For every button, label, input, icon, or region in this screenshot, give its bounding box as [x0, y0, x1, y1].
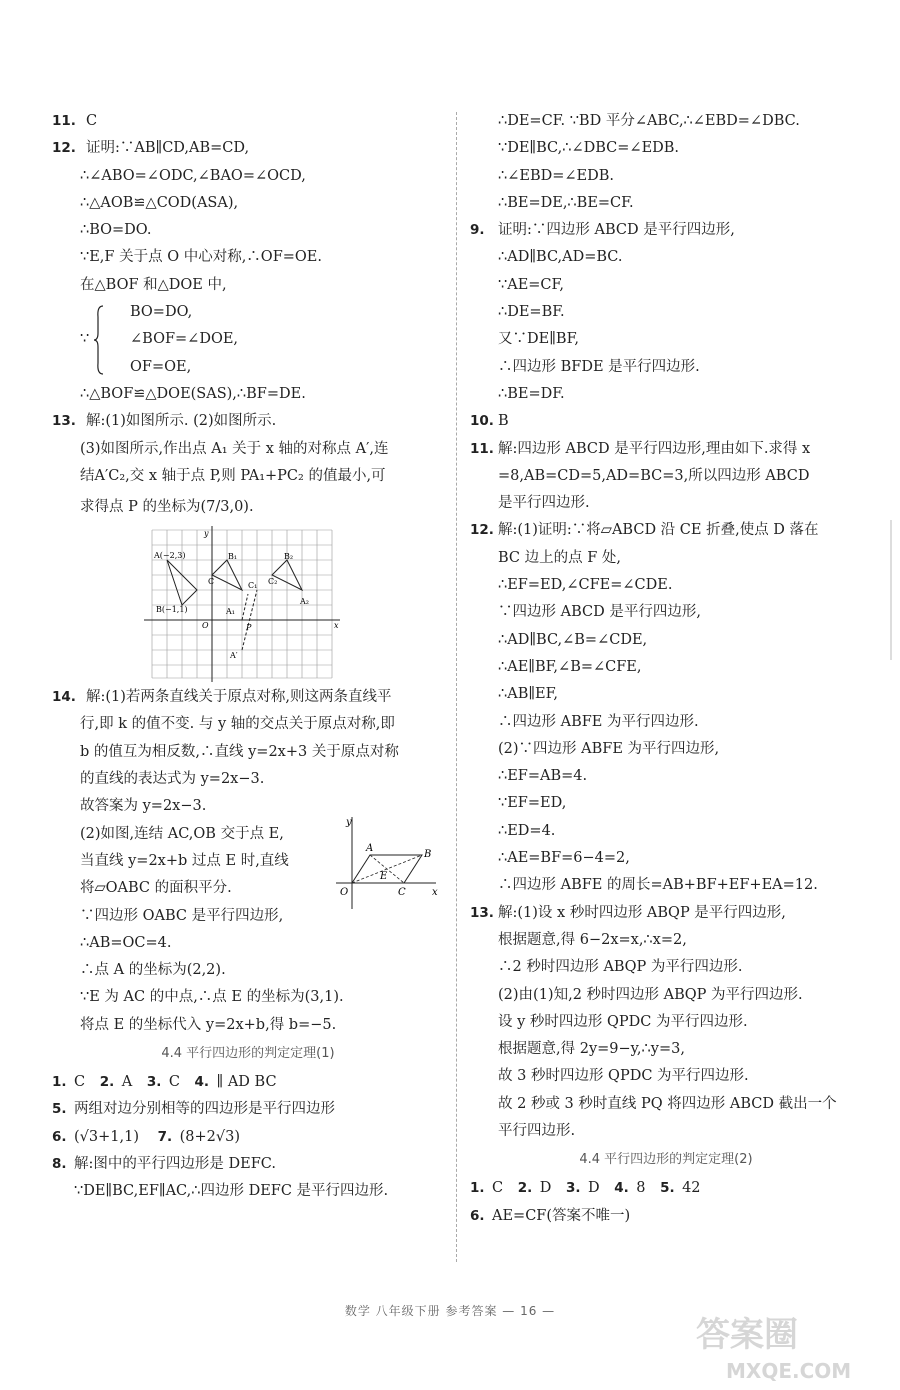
answers-1-4: 1. C 2. A 3. C 4. ∥ AD BC — [52, 1074, 277, 1091]
solution-line: (3)如图所示,作出点 A₁ 关于 x 轴的对称点 A′,连 — [80, 440, 389, 457]
brace-system — [52, 299, 444, 381]
label-c1: C₁ — [248, 581, 258, 591]
label-y: y — [204, 529, 209, 539]
left-brace-icon — [94, 305, 104, 375]
proof-line: 又∵DE∥BF, — [498, 331, 579, 348]
proof-line: ∴△BOF≌△DOE(SAS),∴BF=DE. — [80, 385, 306, 402]
solution-line: ∴ED=4. — [498, 822, 556, 839]
label-a: A(−2,3) — [154, 551, 186, 561]
right-column — [470, 108, 862, 1230]
solution-line: (2)∵四边形 ABFE 为平行四边形, — [498, 740, 720, 757]
proof-line: ∴BE=DF. — [498, 385, 565, 402]
solution-line: 求得点 P 的坐标为(7/3,0). — [80, 499, 254, 516]
proof-line: ∵DE∥BC,∴∠DBC=∠EDB. — [498, 140, 680, 157]
watermark-bottom: MXQE.COM — [726, 1359, 852, 1383]
solution-line: ∴四边形 ABFE 为平行四边形. — [498, 713, 699, 730]
proof-line: ∵AE=CF, — [498, 276, 564, 293]
answer-5: 5. 两组对边分别相等的四边形是平行四边形 — [52, 1101, 335, 1118]
proof-line: ∴DE=BF. — [498, 304, 565, 321]
solution-line: 将点 E 的坐标代入 y=2x+b,得 b=−5. — [80, 1016, 337, 1033]
proof-line: ∴DE=CF. ∵BD 平分∠ABC,∴∠EBD=∠DBC. — [498, 113, 800, 129]
label-b2: B₂ — [284, 552, 294, 562]
answers-1-5: 1. C 2. D 3. D 4. 8 5. 42 — [470, 1180, 701, 1197]
label-a1: A₁ — [226, 607, 235, 617]
section-heading: 4.4 平行四边形的判定定理(2) — [579, 1152, 753, 1168]
solution-line: 故 2 秒或 3 秒时直线 PQ 将四边形 ABCD 截出一个 — [498, 1095, 837, 1112]
solution-line: ∵DE∥BC,EF∥AC,∴四边形 DEFC 是平行四边形. — [74, 1183, 389, 1200]
q14-part2 — [52, 816, 444, 930]
solution-line: 的直线的表达式为 y=2x−3. — [80, 771, 265, 788]
label-c: C — [208, 577, 215, 587]
page-footer: 数学 八年级下册 参考答案 — 16 — — [344, 1304, 556, 1318]
solution-line: 故 3 秒时四边形 QPDC 为平行四边形. — [498, 1068, 749, 1085]
solution-line: ∴EF=AB=4. — [498, 768, 588, 785]
proof-line: ∴AD∥BC,AD=BC. — [498, 249, 623, 266]
watermark-top: 答案圈 — [696, 1315, 798, 1355]
answer-9: 9. 证明:∵四边形 ABCD 是平行四边形, — [470, 222, 735, 239]
solution-line: 平行四边形. — [498, 1122, 576, 1139]
answers-6-7: 6. (√3+1,1) 7. (8+2√3) — [52, 1128, 240, 1145]
solution-line: ∴AE∥BF,∠B=∠CFE, — [498, 658, 642, 675]
answer-8: 8. 解:图中的平行四边形是 DEFC. — [52, 1155, 276, 1172]
answer-14: 14. 解:(1)若两条直线关于原点对称,则这两条直线平 — [52, 689, 392, 706]
solution-line: 将▱OABC 的面积平分. — [80, 880, 232, 897]
solution-line: b 的值互为相反数,∴直线 y=2x+3 关于原点对称 — [80, 743, 399, 760]
solution-line: 根据题意,得 6−2x=x,∴x=2, — [498, 931, 687, 948]
solution-line: ∵EF=ED, — [498, 795, 567, 812]
label-c: C — [398, 886, 406, 898]
solution-line: 结A′C₂,交 x 轴于点 P,则 PA₁+PC₂ 的值最小,可 — [80, 467, 386, 484]
proof-line: ∵E,F 关于点 O 中心对称,∴OF=OE. — [80, 249, 322, 266]
label-c2: C₂ — [268, 577, 278, 587]
scan-mark — [890, 520, 892, 660]
section-heading: 4.4 平行四边形的判定定理(1) — [161, 1046, 335, 1062]
solution-line: 根据题意,得 2y=9−y,∴y=3, — [498, 1041, 685, 1058]
answer-12: 12. 解:(1)证明:∵将▱ABCD 沿 CE 折叠,使点 D 落在 — [470, 522, 819, 539]
solution-line: ∴2 秒时四边形 ABQP 为平行四边形. — [498, 959, 743, 976]
solution-line: BC 边上的点 F 处, — [498, 549, 622, 566]
proof-line: ∴四边形 BFDE 是平行四边形. — [498, 358, 700, 375]
solution-line: ∵四边形 OABC 是平行四边形, — [80, 907, 284, 924]
solution-line: ∵E 为 AC 的中点,∴点 E 的坐标为(3,1). — [80, 989, 344, 1006]
answer-6: 6. AE=CF(答案不唯一) — [470, 1207, 631, 1224]
left-column — [52, 108, 444, 1206]
solution-line: 行,即 k 的值不变. 与 y 轴的交点关于原点对称,即 — [80, 716, 395, 733]
solution-line: ∴AB∥EF, — [498, 686, 559, 703]
label-a-prime: A′ — [230, 651, 238, 661]
answer-13: 13. 解:(1)如图所示. (2)如图所示. — [52, 413, 277, 430]
label-x: x — [432, 886, 438, 898]
label-a: A — [366, 842, 374, 854]
label-b: B — [424, 848, 432, 860]
label-x: x — [334, 621, 339, 631]
solution-line: ∴EF=ED,∠CFE=∠CDE. — [498, 577, 673, 594]
label-o: O — [340, 886, 349, 898]
answer-12: 12. 证明:∵AB∥CD,AB=CD, — [52, 140, 250, 157]
parallelogram-figure — [332, 813, 442, 913]
solution-line: ∴AD∥BC,∠B=∠CDE, — [498, 631, 648, 648]
label-b1: B₁ — [228, 552, 238, 562]
because-symbol: ∵ — [80, 331, 90, 348]
label-e: E — [380, 870, 388, 882]
solution-line: (2)由(1)知,2 秒时四边形 ABQP 为平行四边形. — [498, 986, 803, 1003]
solution-line: 当直线 y=2x+b 过点 E 时,直线 — [80, 852, 289, 869]
brace-line: BO=DO, — [130, 304, 193, 321]
column-divider — [456, 112, 457, 1262]
answer-11: 11. C — [52, 113, 98, 129]
label-o: O — [202, 621, 209, 631]
solution-line: ∴点 A 的坐标为(2,2). — [80, 962, 226, 979]
label-a2: A₂ — [300, 597, 309, 607]
brace-line: OF=OE, — [130, 358, 192, 375]
watermark-logo — [686, 1306, 886, 1384]
proof-line: ∴∠ABO=∠ODC,∠BAO=∠OCD, — [80, 167, 306, 184]
solution-line: ∴AE=BF=6−4=2, — [498, 850, 630, 867]
proof-line: ∴BE=DE,∴BE=CF. — [498, 194, 634, 211]
proof-line: ∴BO=DO. — [80, 222, 152, 239]
solution-line: ∴AB=OC=4. — [80, 934, 172, 951]
solution-line: 故答案为 y=2x−3. — [80, 798, 207, 815]
solution-line: 设 y 秒时四边形 QPDC 为平行四边形. — [498, 1013, 748, 1030]
proof-line: 在△BOF 和△DOE 中, — [80, 276, 227, 293]
brace-line: ∠BOF=∠DOE, — [130, 331, 239, 348]
answer-13: 13. 解:(1)设 x 秒时四边形 ABQP 是平行四边形, — [470, 904, 786, 921]
solution-line: ∴四边形 ABFE 的周长=AB+BF+EF+EA=12. — [498, 877, 818, 894]
solution-line: (2)如图,连结 AC,OB 交于点 E, — [80, 825, 284, 842]
grid-figure — [144, 526, 344, 686]
answer-10: 10. B — [470, 413, 509, 430]
label-p: P — [246, 623, 252, 633]
proof-line: ∴∠EBD=∠EDB. — [498, 167, 615, 184]
solution-line: ∵四边形 ABCD 是平行四边形, — [498, 604, 701, 621]
solution-line: =8,AB=CD=5,AD=BC=3,所以四边形 ABCD — [498, 467, 810, 484]
label-b: B(−1,1) — [156, 605, 188, 615]
label-y: y — [346, 816, 352, 828]
answer-11: 11. 解:四边形 ABCD 是平行四边形,理由如下.求得 x — [470, 440, 811, 457]
figure-13 — [52, 524, 444, 684]
proof-line: ∴△AOB≌△COD(ASA), — [80, 194, 239, 211]
solution-line: 是平行四边形. — [498, 495, 590, 512]
